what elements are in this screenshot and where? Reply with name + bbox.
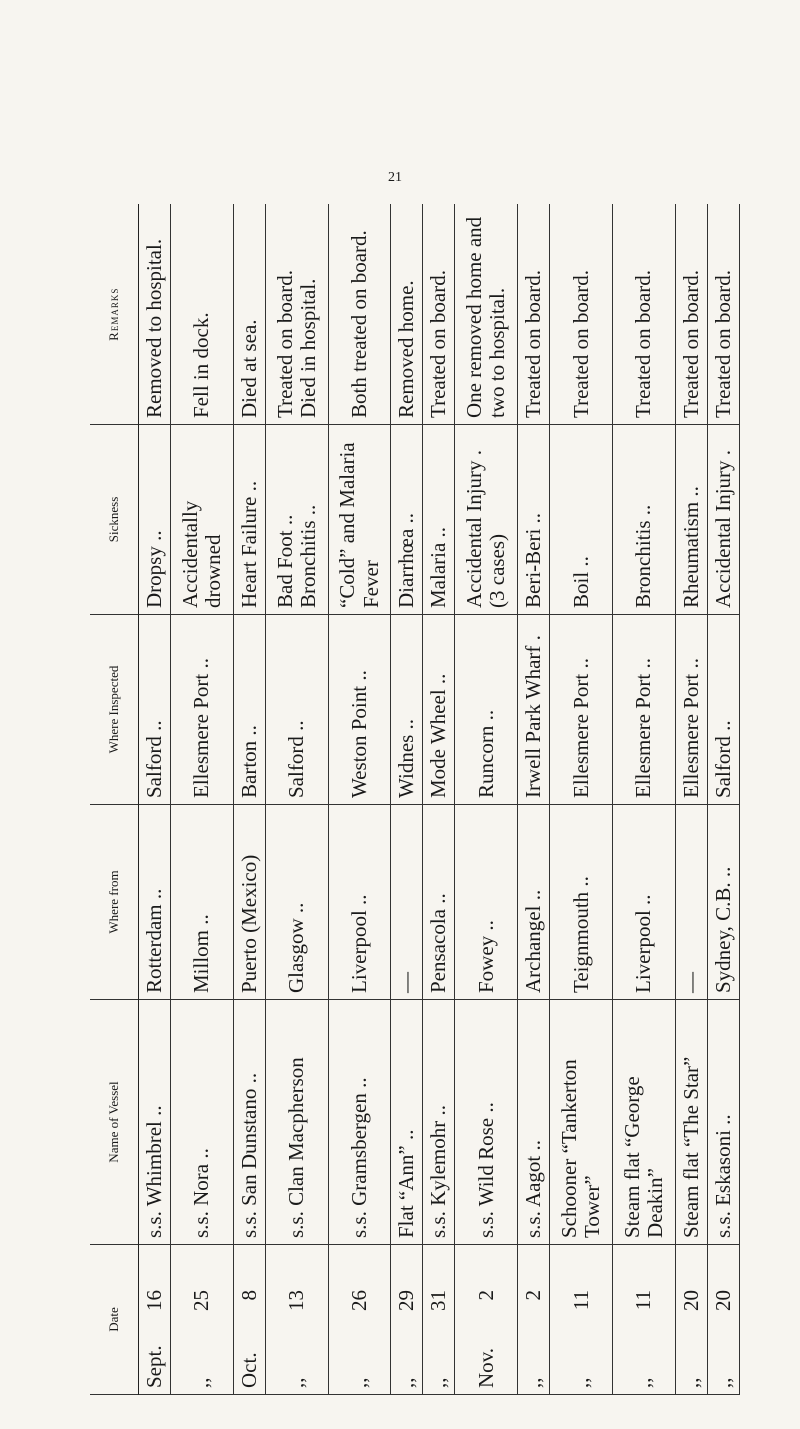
where-inspected-cell: Salford .. xyxy=(265,615,328,805)
sickness-cell: Bronchitis .. xyxy=(613,425,676,615)
where-from-cell: Sydney, C.B. .. xyxy=(707,805,739,1000)
header-sickness: Sickness xyxy=(90,425,139,615)
remarks-cell: Removed home. xyxy=(391,205,423,425)
sickness-cell: Boil .. xyxy=(550,425,613,615)
where-inspected-cell: Ellesmere Port .. xyxy=(675,615,707,805)
sickness-cell: Malaria .. xyxy=(423,425,455,615)
date-month: ,, xyxy=(426,1377,451,1388)
date-day: 2 xyxy=(473,1290,498,1301)
header-where-inspected: Where Inspected xyxy=(90,615,139,805)
sickness-cell: Heart Failure .. xyxy=(233,425,265,615)
remarks-cell: Treated on board. xyxy=(550,205,613,425)
where-from-cell: Liverpool .. xyxy=(328,805,391,1000)
date-day: 31 xyxy=(426,1290,451,1311)
sickness-cell: Diarrhœa .. xyxy=(391,425,423,615)
sickness-cell: Bad Foot .. Bronchitis .. xyxy=(265,425,328,615)
table-row xyxy=(675,205,707,1395)
date-month: Nov. xyxy=(473,1347,498,1388)
remarks-cell: Died at sea. xyxy=(233,205,265,425)
sickness-cell: Accidental Injury . (3 cases) xyxy=(455,425,518,615)
date-day: 13 xyxy=(284,1290,309,1311)
header-from: Where from xyxy=(90,805,139,1000)
where-inspected-cell: Mode Wheel .. xyxy=(423,615,455,805)
remarks-cell: Treated on board. xyxy=(675,205,707,425)
where-from-cell: Teignmouth .. xyxy=(550,805,613,1000)
table-row xyxy=(423,205,455,1395)
date-day: 26 xyxy=(346,1290,371,1311)
where-inspected-cell: Runcorn .. xyxy=(455,615,518,805)
date-month: ,, xyxy=(189,1377,214,1388)
remarks-cell: Removed to hospital. xyxy=(139,205,171,425)
remarks-cell: Treated on board. xyxy=(613,205,676,425)
vessel-cell: s.s. Clan Macpherson xyxy=(265,1000,328,1245)
remarks-cell: Both treated on board. xyxy=(328,205,391,425)
table-row xyxy=(613,205,676,1395)
date-day: 2 xyxy=(521,1290,546,1301)
header-vessel: Name of Vessel xyxy=(90,1000,139,1245)
where-from-cell: Archangel .. xyxy=(518,805,550,1000)
date-month: ,, xyxy=(521,1377,546,1388)
table-row xyxy=(233,205,265,1395)
table-row xyxy=(707,205,739,1395)
sickness-cell: Beri-Beri .. xyxy=(518,425,550,615)
vessel-cell: Schooner “Tankerton Tower” xyxy=(550,1000,613,1245)
date-cell xyxy=(139,1245,171,1395)
where-inspected-cell: Ellesmere Port .. xyxy=(171,615,234,805)
vessel-cell: s.s. Kylemohr .. xyxy=(423,1000,455,1245)
where-from-cell: — xyxy=(391,805,423,1000)
header-date: Date xyxy=(90,1245,139,1395)
date-cell xyxy=(423,1245,455,1395)
remarks-cell: Treated on board. xyxy=(423,205,455,425)
date-month: ,, xyxy=(284,1377,309,1388)
page-number: 21 xyxy=(388,170,402,185)
where-inspected-cell: Salford .. xyxy=(707,615,739,805)
where-from-cell: Pensacola .. xyxy=(423,805,455,1000)
date-cell xyxy=(265,1245,328,1395)
date-cell xyxy=(328,1245,391,1395)
table-row xyxy=(171,205,234,1395)
date-month: ,, xyxy=(394,1377,419,1388)
vessel-cell: s.s. Nora .. xyxy=(171,1000,234,1245)
date-day: 11 xyxy=(568,1290,593,1311)
vessel-cell: s.s. San Dunstano .. xyxy=(233,1000,265,1245)
where-inspected-cell: Weston Point .. xyxy=(328,615,391,805)
date-cell xyxy=(455,1245,518,1395)
date-month: ,, xyxy=(678,1377,703,1388)
date-cell xyxy=(550,1245,613,1395)
vessel-cell: Steam flat “The Star” xyxy=(675,1000,707,1245)
table-row xyxy=(328,205,391,1395)
date-cell xyxy=(707,1245,739,1395)
date-cell xyxy=(613,1245,676,1395)
table-body xyxy=(139,205,740,1395)
remarks-cell: Treated on board. xyxy=(518,205,550,425)
rotated-table-wrapper xyxy=(90,205,740,1395)
date-day: 29 xyxy=(394,1290,419,1311)
date-month: Oct. xyxy=(236,1352,261,1388)
where-inspected-cell: Ellesmere Port .. xyxy=(550,615,613,805)
sickness-cell: Dropsy .. xyxy=(139,425,171,615)
vessel-cell: s.s. Wild Rose .. xyxy=(455,1000,518,1245)
vessel-cell: Steam flat “George Deakin” xyxy=(613,1000,676,1245)
where-from-cell: Glasgow .. xyxy=(265,805,328,1000)
where-from-cell: Puerto (Mexico) xyxy=(233,805,265,1000)
vessel-cell: s.s. Eskasoni .. xyxy=(707,1000,739,1245)
date-day: 20 xyxy=(678,1290,703,1311)
sickness-cell: Rheumatism .. xyxy=(675,425,707,615)
date-month: ,, xyxy=(568,1377,593,1388)
sickness-cell: Accidentally drowned xyxy=(171,425,234,615)
date-month: Sept. xyxy=(141,1345,166,1388)
table-row xyxy=(391,205,423,1395)
header-row xyxy=(90,205,139,1395)
where-from-cell: — xyxy=(675,805,707,1000)
date-cell xyxy=(675,1245,707,1395)
date-cell xyxy=(233,1245,265,1395)
vessel-cell: Flat “Ann” .. xyxy=(391,1000,423,1245)
header-remarks: Remarks xyxy=(90,205,139,425)
date-cell xyxy=(171,1245,234,1395)
where-inspected-cell: Ellesmere Port .. xyxy=(613,615,676,805)
where-inspected-cell: Barton .. xyxy=(233,615,265,805)
table-row xyxy=(518,205,550,1395)
table-row xyxy=(455,205,518,1395)
table-row xyxy=(265,205,328,1395)
sickness-cell: “Cold” and Malaria Fever xyxy=(328,425,391,615)
date-day: 20 xyxy=(710,1290,735,1311)
where-from-cell: Rotterdam .. xyxy=(139,805,171,1000)
date-day: 8 xyxy=(236,1290,261,1301)
remarks-cell: Treated on board. xyxy=(707,205,739,425)
vessel-cell: s.s. Gramsbergen .. xyxy=(328,1000,391,1245)
sickness-cell: Accidental Injury . xyxy=(707,425,739,615)
vessel-cell: s.s. Whimbrel .. xyxy=(139,1000,171,1245)
date-day: 11 xyxy=(631,1290,656,1311)
remarks-cell: Fell in dock. xyxy=(171,205,234,425)
date-day: 16 xyxy=(141,1290,166,1311)
date-month: ,, xyxy=(710,1377,735,1388)
where-inspected-cell: Salford .. xyxy=(139,615,171,805)
where-inspected-cell: Widnes .. xyxy=(391,615,423,805)
where-from-cell: Fowey .. xyxy=(455,805,518,1000)
date-day: 25 xyxy=(189,1290,214,1311)
where-from-cell: Millom .. xyxy=(171,805,234,1000)
table-row xyxy=(550,205,613,1395)
where-inspected-cell: Irwell Park Wharf . xyxy=(518,615,550,805)
table-row xyxy=(139,205,171,1395)
date-month: ,, xyxy=(631,1377,656,1388)
where-from-cell: Liverpool .. xyxy=(613,805,676,1000)
remarks-cell: One removed home and two to hospital. xyxy=(455,205,518,425)
date-cell xyxy=(518,1245,550,1395)
sickness-register-table xyxy=(90,205,740,1396)
date-month: ,, xyxy=(346,1377,371,1388)
date-cell xyxy=(391,1245,423,1395)
vessel-cell: s.s. Aagot .. xyxy=(518,1000,550,1245)
remarks-cell: Treated on board. Died in hospital. xyxy=(265,205,328,425)
